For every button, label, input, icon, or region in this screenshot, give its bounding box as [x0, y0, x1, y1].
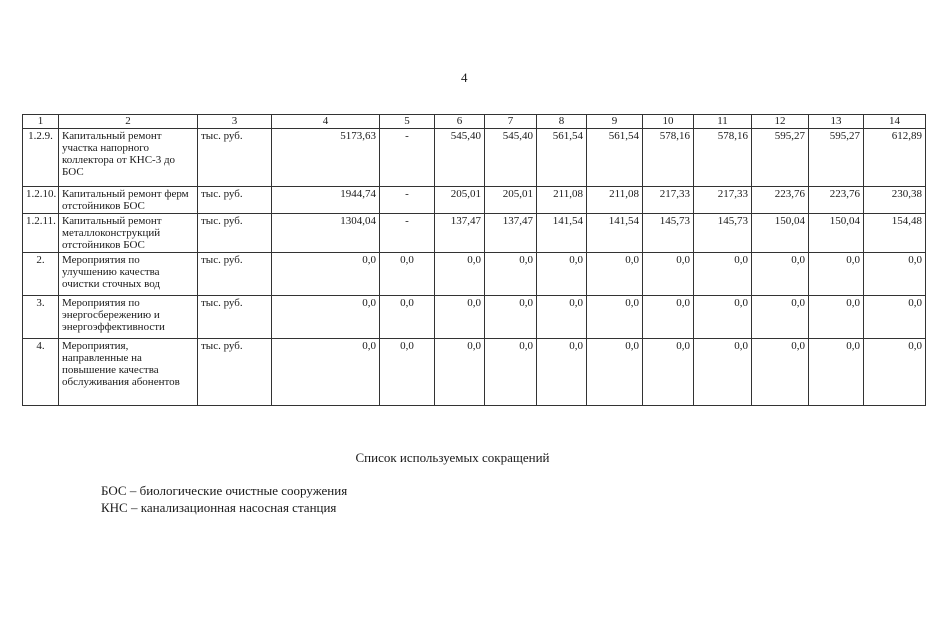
row-value: 0,0 [435, 339, 485, 406]
column-number: 10 [643, 115, 694, 129]
row-name: Капитальный ремонт металлоконструкций отстойников БОС [59, 214, 198, 253]
row-value: 223,76 [809, 187, 864, 214]
row-value: - [380, 129, 435, 187]
column-number: 2 [59, 115, 198, 129]
row-value: 0,0 [643, 296, 694, 339]
row-value: 0,0 [809, 339, 864, 406]
row-value: 211,08 [537, 187, 587, 214]
row-value: 0,0 [537, 296, 587, 339]
row-value: 595,27 [809, 129, 864, 187]
column-numbers-row [23, 115, 926, 129]
row-value: 230,38 [864, 187, 926, 214]
row-value: 0,0 [380, 296, 435, 339]
column-number: 1 [23, 115, 59, 129]
row-number: 1.2.10. [23, 187, 59, 214]
table-row [23, 187, 926, 214]
row-value: 0,0 [485, 296, 537, 339]
row-value: 545,40 [485, 129, 537, 187]
column-number: 6 [435, 115, 485, 129]
row-value: 0,0 [587, 339, 643, 406]
row-value: 595,27 [752, 129, 809, 187]
row-value: 0,0 [694, 339, 752, 406]
table-row [23, 214, 926, 253]
row-value: 0,0 [752, 296, 809, 339]
row-value: 0,0 [809, 296, 864, 339]
row-name: Капитальный ремонт участка напорного коллектора от КНС-3 до БОС [59, 129, 198, 187]
row-value: 0,0 [485, 339, 537, 406]
table-row [23, 296, 926, 339]
row-value: 0,0 [864, 339, 926, 406]
row-unit: тыс. руб. [198, 339, 272, 406]
column-number: 5 [380, 115, 435, 129]
row-number: 3. [23, 296, 59, 339]
row-value: 578,16 [694, 129, 752, 187]
row-value: 0,0 [485, 253, 537, 296]
row-value: 545,40 [435, 129, 485, 187]
column-number: 12 [752, 115, 809, 129]
row-unit: тыс. руб. [198, 253, 272, 296]
row-total: 0,0 [272, 296, 380, 339]
row-value: - [380, 187, 435, 214]
row-name: Мероприятия, направленные на повышение качества обслуживания абонентов [59, 339, 198, 406]
row-value: 0,0 [537, 253, 587, 296]
row-total: 5173,63 [272, 129, 380, 187]
row-value: 145,73 [694, 214, 752, 253]
column-number: 3 [198, 115, 272, 129]
row-value: 0,0 [587, 253, 643, 296]
row-unit: тыс. руб. [198, 129, 272, 187]
row-total: 0,0 [272, 339, 380, 406]
row-value: 0,0 [380, 253, 435, 296]
row-value: 0,0 [587, 296, 643, 339]
row-value: 0,0 [435, 296, 485, 339]
row-total: 1944,74 [272, 187, 380, 214]
row-value: 0,0 [435, 253, 485, 296]
row-value: 0,0 [694, 253, 752, 296]
row-value: - [380, 214, 435, 253]
row-value: 141,54 [587, 214, 643, 253]
row-value: 0,0 [380, 339, 435, 406]
column-number: 4 [272, 115, 380, 129]
row-unit: тыс. руб. [198, 214, 272, 253]
column-number: 13 [809, 115, 864, 129]
investment-table [22, 114, 926, 406]
row-total: 0,0 [272, 253, 380, 296]
row-value: 0,0 [752, 339, 809, 406]
column-number: 8 [537, 115, 587, 129]
column-number: 11 [694, 115, 752, 129]
row-unit: тыс. руб. [198, 296, 272, 339]
page-number: 4 [461, 70, 468, 85]
row-value: 141,54 [537, 214, 587, 253]
row-name: Мероприятия по улучшению качества очистки сточных вод [59, 253, 198, 296]
row-number: 1.2.11. [23, 214, 59, 253]
row-value: 217,33 [643, 187, 694, 214]
table-row [23, 129, 926, 187]
table-row [23, 339, 926, 406]
row-value: 0,0 [694, 296, 752, 339]
row-value: 145,73 [643, 214, 694, 253]
row-value: 561,54 [537, 129, 587, 187]
row-value: 154,48 [864, 214, 926, 253]
row-value: 0,0 [752, 253, 809, 296]
row-name: Мероприятия по энергосбережению и энергоэффективности [59, 296, 198, 339]
row-value: 205,01 [485, 187, 537, 214]
row-value: 150,04 [809, 214, 864, 253]
row-value: 217,33 [694, 187, 752, 214]
abbreviations-title: Список используемых сокращений [355, 450, 550, 465]
abbreviation-item: КНС – канализационная насосная станция [101, 500, 337, 515]
row-value: 561,54 [587, 129, 643, 187]
row-value: 137,47 [435, 214, 485, 253]
abbreviation-item: БОС – биологические очистные сооружения [101, 483, 348, 498]
row-unit: тыс. руб. [198, 187, 272, 214]
row-value: 0,0 [809, 253, 864, 296]
table-row [23, 253, 926, 296]
row-total: 1304,04 [272, 214, 380, 253]
row-value: 205,01 [435, 187, 485, 214]
row-value: 0,0 [864, 253, 926, 296]
row-name: Капитальный ремонт ферм отстойников БОС [59, 187, 198, 214]
row-value: 0,0 [864, 296, 926, 339]
row-value: 612,89 [864, 129, 926, 187]
row-number: 4. [23, 339, 59, 406]
row-value: 0,0 [643, 339, 694, 406]
row-value: 211,08 [587, 187, 643, 214]
row-value: 150,04 [752, 214, 809, 253]
row-number: 2. [23, 253, 59, 296]
column-number: 14 [864, 115, 926, 129]
column-number: 9 [587, 115, 643, 129]
row-value: 137,47 [485, 214, 537, 253]
row-value: 223,76 [752, 187, 809, 214]
row-value: 0,0 [537, 339, 587, 406]
row-number: 1.2.9. [23, 129, 59, 187]
row-value: 578,16 [643, 129, 694, 187]
column-number: 7 [485, 115, 537, 129]
row-value: 0,0 [643, 253, 694, 296]
